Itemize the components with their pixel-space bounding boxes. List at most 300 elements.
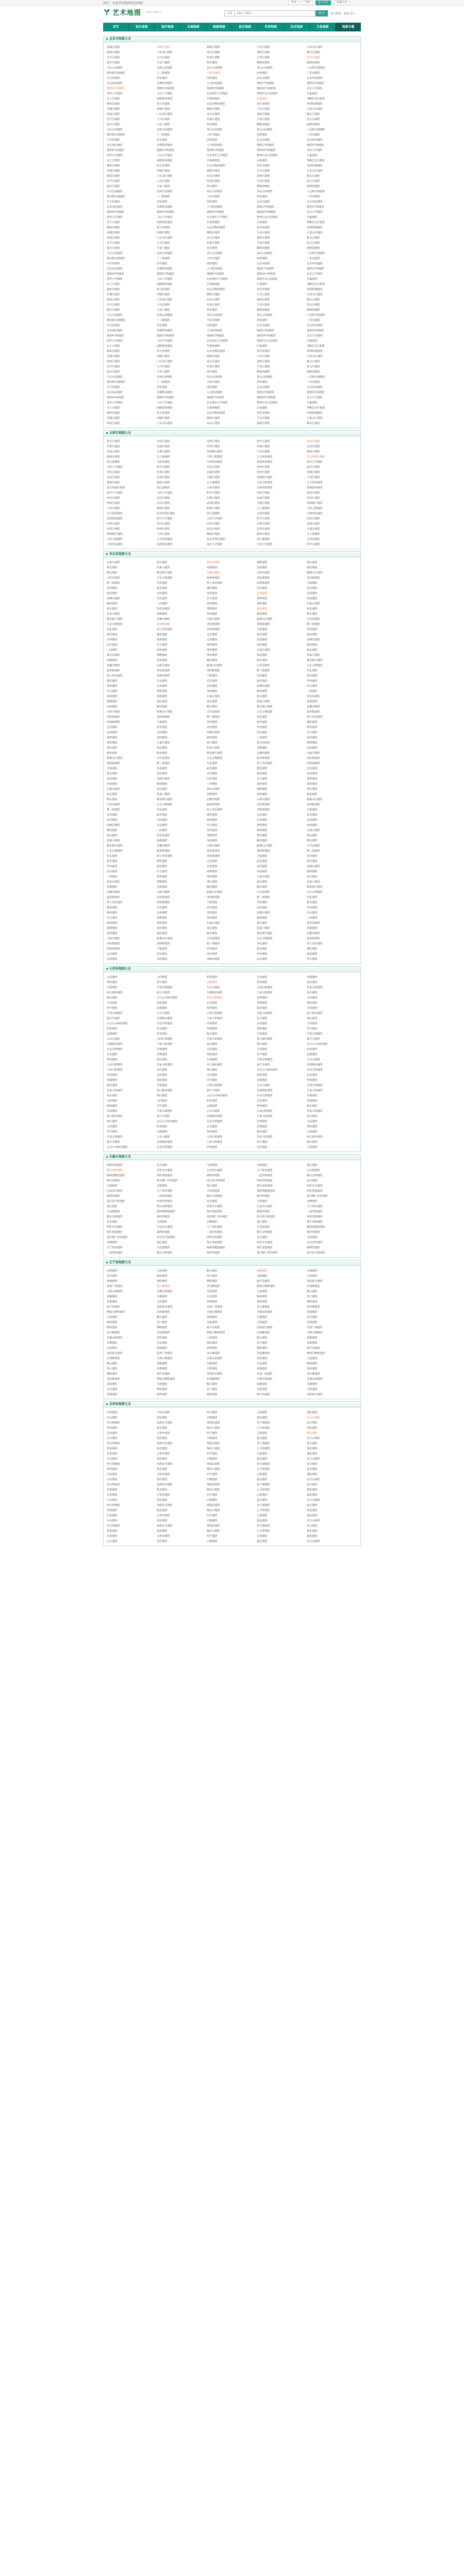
map-link[interactable] [157, 812, 207, 817]
map-link-title[interactable]: 北戴河地图 [307, 932, 320, 935]
map-link-title[interactable]: 顺义区地图 [307, 422, 320, 425]
map-link[interactable] [257, 802, 307, 807]
map-link-title[interactable]: 朝阳区地图 [207, 417, 220, 420]
map-link[interactable] [107, 189, 157, 194]
map-link[interactable] [257, 724, 307, 730]
map-link[interactable] [107, 1268, 157, 1273]
map-link-title[interactable]: 阿拉善盟地图 [307, 1190, 323, 1193]
map-link-title[interactable]: 晋中地图 [157, 1105, 168, 1108]
map-link[interactable] [157, 1026, 207, 1031]
map-link[interactable] [207, 328, 257, 333]
map-link-title[interactable]: 地铁2号线地图 [307, 329, 324, 332]
map-link-title[interactable]: 王府井地图 [207, 257, 220, 260]
map-link-title[interactable]: 延庆区地图 [107, 309, 120, 312]
map-link[interactable] [107, 632, 157, 637]
map-link-title[interactable]: 大兴区地图 [157, 242, 170, 245]
map-link[interactable] [307, 1144, 357, 1149]
map-link-title[interactable]: 环球影城地图 [307, 350, 323, 353]
map-link[interactable] [307, 930, 357, 936]
map-link-title[interactable]: 天津西站地图 [307, 512, 323, 515]
map-link-title[interactable]: 延吉地图 [307, 1504, 318, 1507]
map-link[interactable] [307, 606, 357, 611]
map-link[interactable] [207, 1178, 257, 1183]
map-link[interactable] [157, 60, 207, 65]
map-link-title[interactable]: 宁河区地图 [107, 507, 120, 510]
map-link[interactable] [257, 225, 307, 230]
map-link[interactable] [207, 626, 257, 632]
map-link-title[interactable]: 松原地图 [157, 1458, 168, 1461]
map-link[interactable] [207, 225, 257, 230]
map-link-title[interactable]: 壶口瀑布地图 [107, 991, 123, 994]
map-link[interactable] [107, 1289, 157, 1294]
map-link-title[interactable]: 望京地图 [157, 200, 168, 204]
map-link-title[interactable]: 朝阳地图 [157, 1326, 168, 1329]
map-link[interactable] [107, 286, 157, 292]
map-link[interactable] [157, 449, 207, 454]
map-link-title[interactable]: 沈阳地图 [307, 1311, 318, 1314]
map-link-title[interactable]: 坝上草原地图 [207, 582, 223, 585]
map-link-title[interactable]: 中关村地图 [107, 386, 120, 389]
map-link-title[interactable]: 呼和浩特地图 [307, 1215, 323, 1218]
map-link[interactable] [157, 384, 207, 389]
map-link-title[interactable]: 滦州地图 [307, 783, 318, 786]
map-link[interactable] [307, 449, 357, 454]
map-link[interactable] [207, 490, 257, 495]
map-link-title[interactable]: 悬空寺地图 [107, 1017, 120, 1020]
map-link-title[interactable]: 邯郸地图 [257, 561, 268, 564]
map-link[interactable] [257, 1198, 307, 1204]
map-link-title[interactable]: 兴城古城地图 [207, 1311, 223, 1314]
map-link-title[interactable]: 南开区地图 [107, 497, 120, 500]
map-link-title[interactable]: 太原地图 [157, 1074, 168, 1077]
map-link-title[interactable]: 白洋淀地图 [207, 710, 220, 714]
map-link[interactable] [257, 420, 307, 426]
map-link-title[interactable]: 悬空寺地图 [157, 991, 170, 994]
map-link-title[interactable]: 密云区地图 [307, 180, 320, 183]
map-link-title[interactable]: 霸州地图 [307, 643, 318, 647]
map-link-title[interactable]: 查干湖地图 [257, 1483, 270, 1486]
map-link-title[interactable]: 慕田峪长城地图 [107, 381, 125, 384]
map-link-title[interactable]: 阿拉善盟地图 [107, 1231, 123, 1234]
map-link[interactable] [157, 1523, 207, 1528]
map-link[interactable] [257, 261, 307, 266]
map-link[interactable] [257, 848, 307, 853]
map-link-title[interactable]: 红海滩地图 [207, 1378, 220, 1381]
map-link-title[interactable]: 门头沟区地图 [157, 236, 173, 240]
map-link[interactable] [207, 990, 257, 995]
map-link[interactable] [107, 276, 157, 281]
map-link[interactable] [157, 879, 207, 884]
map-link[interactable] [257, 1410, 307, 1415]
map-link[interactable] [207, 858, 257, 863]
map-link[interactable] [307, 1000, 357, 1005]
map-link[interactable] [257, 637, 307, 642]
map-link-title[interactable]: 保定地图 [307, 834, 318, 837]
map-link[interactable] [157, 480, 207, 485]
map-link-title[interactable]: 成吉思汗陵地图 [257, 1215, 275, 1218]
map-link-title[interactable]: 大连地图 [257, 1290, 268, 1293]
map-link-title[interactable]: 密云区地图 [307, 303, 320, 307]
map-link[interactable] [107, 444, 157, 449]
map-link-title[interactable]: 巴彦淖尔地图 [107, 1190, 123, 1193]
map-link[interactable] [207, 766, 257, 771]
map-link-title[interactable]: 本溪水洞地图 [107, 1336, 123, 1340]
map-link[interactable] [107, 853, 157, 858]
map-link[interactable] [257, 905, 307, 910]
map-link-title[interactable]: 八达岭长城地图 [307, 376, 325, 379]
map-link-title[interactable]: 中关村地图 [107, 262, 120, 265]
map-link-title[interactable]: 任丘地图 [107, 917, 118, 920]
map-link-title[interactable]: 地铁10号线地图 [257, 149, 276, 152]
map-link-title[interactable]: 山海关地图 [257, 798, 270, 801]
map-link-title[interactable]: 定州地图 [307, 772, 318, 775]
map-link-title[interactable]: 避暑山庄地图 [207, 664, 223, 667]
map-link[interactable] [157, 1392, 207, 1397]
map-link[interactable] [207, 683, 257, 688]
map-link[interactable] [107, 1062, 157, 1067]
map-link-title[interactable]: 承德地图 [207, 793, 218, 796]
map-link[interactable] [257, 1188, 307, 1193]
map-link[interactable] [157, 1129, 207, 1134]
map-link[interactable] [107, 1299, 157, 1304]
map-link[interactable] [107, 420, 157, 426]
map-link-title[interactable]: 沙河地图 [107, 865, 118, 868]
map-link-title[interactable]: 北戴河地图 [107, 664, 120, 667]
map-link-title[interactable]: 坝上草原地图 [107, 674, 123, 677]
map-link[interactable] [207, 995, 257, 1000]
map-link-title[interactable]: 怀柔区地图 [207, 242, 220, 245]
map-link-title[interactable]: 阳泉地图 [257, 1074, 268, 1077]
map-link-title[interactable]: 环球影城地图 [307, 226, 323, 229]
map-link[interactable] [157, 245, 207, 250]
map-link[interactable] [307, 516, 357, 521]
map-link[interactable] [107, 1477, 157, 1482]
map-link-title[interactable]: 晋州地图 [207, 721, 218, 724]
map-link[interactable] [107, 1471, 157, 1477]
map-link-title[interactable]: 白洋淀地图 [107, 577, 120, 580]
map-link-title[interactable]: 保定地图 [307, 607, 318, 611]
map-link-title[interactable]: 欢乐谷地图 [257, 288, 270, 291]
map-link[interactable] [107, 1088, 157, 1093]
map-link-title[interactable]: 北海公园地图 [157, 128, 173, 131]
map-link[interactable] [157, 683, 207, 688]
map-link-title[interactable]: 北京站地图 [257, 139, 270, 142]
map-link-title[interactable]: 欢乐谷地图 [257, 164, 270, 167]
map-link-title[interactable]: 和平区地图 [257, 517, 270, 520]
map-link-title[interactable]: 崇礼地图 [257, 942, 268, 945]
map-link[interactable] [207, 209, 257, 214]
map-link[interactable] [307, 1345, 357, 1350]
map-link-title[interactable]: 后海地图 [257, 97, 268, 100]
map-link[interactable] [157, 333, 207, 338]
map-link-title[interactable]: 密云区地图 [307, 56, 320, 59]
map-link[interactable] [207, 1224, 257, 1229]
map-link[interactable] [207, 616, 257, 621]
map-link[interactable] [307, 1273, 357, 1278]
map-link-title[interactable]: 平遥古城地图 [107, 1136, 123, 1139]
map-link-title[interactable]: 延庆区地图 [107, 370, 120, 374]
map-link-title[interactable]: 武清区地图 [257, 528, 270, 531]
map-link-title[interactable]: 丹东地图 [307, 1316, 318, 1319]
map-link-title[interactable]: 红海滩地图 [107, 1357, 120, 1360]
map-link-title[interactable]: 辽源地图 [257, 1535, 268, 1538]
map-link-title[interactable]: 满洲里地图 [157, 1231, 170, 1234]
map-link[interactable] [207, 936, 257, 941]
map-link[interactable] [207, 575, 257, 580]
map-link-title[interactable]: 天坛公园地图 [107, 190, 123, 193]
map-link[interactable] [157, 235, 207, 240]
map-link-title[interactable]: 平遥古城地图 [307, 1032, 323, 1036]
map-link-title[interactable]: 天安门地图 [157, 123, 170, 126]
map-link[interactable] [107, 786, 157, 791]
map-link[interactable] [257, 1294, 307, 1299]
map-link-title[interactable]: 北京大学地图 [307, 334, 323, 337]
map-link[interactable] [107, 116, 157, 122]
map-link[interactable] [257, 1005, 307, 1010]
map-link-title[interactable]: 松原地图 [157, 1416, 168, 1419]
map-link-title[interactable]: 希拉穆仁草原地图 [307, 1195, 328, 1198]
map-link[interactable] [257, 974, 307, 979]
map-link-title[interactable]: 响沙湾地图 [307, 1231, 320, 1234]
map-link-title[interactable]: 高碑店地图 [207, 958, 220, 961]
map-link[interactable] [307, 740, 357, 745]
map-link[interactable] [107, 956, 157, 961]
map-link-title[interactable]: 太原地图 [257, 1146, 268, 1149]
map-link[interactable] [157, 312, 207, 317]
map-link[interactable] [157, 464, 207, 469]
map-link[interactable] [257, 990, 307, 995]
map-link[interactable] [257, 560, 307, 565]
map-link-title[interactable]: 乌海地图 [107, 1184, 118, 1188]
map-link-title[interactable]: 圆明园地图 [307, 370, 320, 374]
map-link-title[interactable]: 敦化地图 [307, 1468, 318, 1471]
map-link-title[interactable]: 意式风情区地图 [307, 455, 325, 459]
map-link[interactable] [157, 1209, 207, 1214]
map-link[interactable] [257, 719, 307, 724]
map-link-title[interactable]: 忻州地图 [207, 1007, 218, 1010]
map-link[interactable] [257, 735, 307, 740]
map-link[interactable] [157, 459, 207, 464]
map-link[interactable] [257, 338, 307, 343]
map-link-title[interactable]: 南宫地图 [207, 953, 218, 956]
map-link[interactable] [107, 915, 157, 920]
map-link-title[interactable]: 葫芦岛地图 [257, 1393, 270, 1396]
map-link[interactable] [257, 348, 307, 353]
map-link[interactable] [157, 776, 207, 781]
map-link-title[interactable]: 巴彦淖尔地图 [157, 1226, 173, 1229]
map-link[interactable] [107, 1446, 157, 1451]
map-link[interactable] [107, 1093, 157, 1098]
map-link-title[interactable]: 朔州地图 [107, 1105, 118, 1108]
map-link[interactable] [207, 663, 257, 668]
map-link[interactable] [207, 495, 257, 500]
map-link-title[interactable]: 红桥区地图 [107, 445, 120, 448]
map-link-title[interactable]: 响沙湾地图 [107, 1179, 120, 1182]
map-link-title[interactable]: 武安地图 [107, 772, 118, 775]
map-link-title[interactable]: 铁岭地图 [207, 1347, 218, 1350]
map-link-title[interactable]: 延边地图 [257, 1437, 268, 1440]
map-link[interactable] [257, 626, 307, 632]
map-link[interactable] [157, 469, 207, 474]
map-link[interactable] [157, 796, 207, 802]
map-link[interactable] [307, 55, 357, 60]
map-link-title[interactable]: 崇礼地图 [107, 855, 118, 858]
map-link-title[interactable]: 石景山区地图 [307, 293, 323, 296]
map-link[interactable] [107, 281, 157, 286]
map-link[interactable] [257, 807, 307, 812]
map-link[interactable] [257, 1456, 307, 1461]
map-link[interactable] [157, 1294, 207, 1299]
map-link-title[interactable]: 天安门地图 [157, 309, 170, 312]
map-link[interactable] [307, 1229, 357, 1234]
map-link[interactable] [107, 86, 157, 91]
map-link-title[interactable]: 南开区地图 [257, 440, 270, 443]
map-link-title[interactable]: 白山地图 [107, 1458, 118, 1461]
map-link-title[interactable]: 清东陵地图 [157, 669, 170, 672]
map-link-title[interactable]: 西柏坡地图 [207, 628, 220, 631]
map-link-title[interactable]: 乌兰察布地图 [207, 1226, 223, 1229]
map-link[interactable] [107, 209, 157, 214]
map-link[interactable] [307, 647, 357, 652]
map-link-title[interactable]: 抚顺地图 [257, 1383, 268, 1386]
map-link[interactable] [257, 281, 307, 286]
map-link[interactable] [307, 632, 357, 637]
map-link[interactable] [207, 1471, 257, 1477]
map-link[interactable] [107, 560, 157, 565]
map-link-title[interactable]: 香山公园地图 [257, 128, 273, 131]
map-link[interactable] [207, 1446, 257, 1451]
map-link-title[interactable]: 朝阳区地图 [207, 108, 220, 111]
map-link-title[interactable]: 唐山地图 [107, 834, 118, 837]
map-link-title[interactable]: 大同地图 [307, 1022, 318, 1025]
map-link[interactable] [157, 531, 207, 536]
map-link-title[interactable]: 包头地图 [257, 1236, 268, 1239]
map-link-title[interactable]: 鄂尔多斯地图 [157, 1205, 173, 1208]
map-link[interactable] [257, 1129, 307, 1134]
map-link[interactable] [107, 601, 157, 606]
map-link[interactable] [157, 570, 207, 575]
map-link[interactable] [157, 323, 207, 328]
map-link[interactable] [307, 75, 357, 80]
map-link[interactable] [107, 292, 157, 297]
map-link[interactable] [207, 956, 257, 961]
map-link[interactable] [307, 979, 357, 985]
map-link-title[interactable]: 环球影城地图 [307, 103, 323, 106]
map-link[interactable] [207, 1361, 257, 1366]
map-link[interactable] [107, 1214, 157, 1219]
map-link[interactable] [207, 1345, 257, 1350]
map-link-title[interactable]: 大兴区地图 [157, 303, 170, 307]
map-link-title[interactable]: 朝阳地图 [107, 1372, 118, 1376]
map-link-title[interactable]: 涿州地图 [307, 953, 318, 956]
map-link[interactable] [157, 1410, 207, 1415]
map-link[interactable] [107, 1015, 157, 1021]
map-link[interactable] [307, 405, 357, 410]
map-link-title[interactable]: 通州区地图 [257, 360, 270, 363]
map-link[interactable] [307, 1361, 357, 1366]
map-link[interactable] [157, 364, 207, 369]
map-link[interactable] [257, 490, 307, 495]
map-link[interactable] [257, 292, 307, 297]
map-link-title[interactable]: 白城地图 [207, 1499, 218, 1502]
map-link-title[interactable]: 后海地图 [257, 221, 268, 224]
map-link[interactable] [307, 570, 357, 575]
map-link[interactable] [107, 838, 157, 843]
map-link-title[interactable]: 香山公园地图 [257, 190, 273, 193]
map-link[interactable] [307, 245, 357, 250]
map-link[interactable] [207, 1052, 257, 1057]
map-link[interactable] [107, 652, 157, 657]
map-link-title[interactable]: 松原地图 [157, 1437, 168, 1440]
map-link-title[interactable]: 定州地图 [257, 819, 268, 822]
map-link-title[interactable]: 任丘地图 [157, 870, 168, 873]
map-link[interactable] [207, 1173, 257, 1178]
map-link-title[interactable]: 沈阳故宫地图 [307, 1393, 323, 1396]
map-link-title[interactable]: 朔州地图 [307, 1002, 318, 1005]
map-link-title[interactable]: 坝上草原地图 [157, 855, 173, 858]
map-link-title[interactable]: 房山区地图 [207, 360, 220, 363]
map-link[interactable] [257, 80, 307, 86]
map-link[interactable] [107, 312, 157, 317]
map-link[interactable] [107, 1057, 157, 1062]
map-link[interactable] [257, 985, 307, 990]
map-link-title[interactable]: 五台山地图 [157, 1012, 170, 1015]
map-link-title[interactable]: 山海关地图 [307, 752, 320, 755]
map-link[interactable] [157, 415, 207, 420]
map-link-title[interactable]: 云冈石窟地图 [257, 1110, 273, 1113]
map-link[interactable] [107, 338, 157, 343]
map-link-title[interactable]: 衡水地图 [207, 705, 218, 708]
map-link[interactable] [207, 1299, 257, 1304]
map-link[interactable] [257, 328, 307, 333]
map-link[interactable] [207, 1250, 257, 1255]
map-link-title[interactable]: 丰台区地图 [257, 46, 270, 49]
map-link[interactable] [207, 343, 257, 348]
map-link-title[interactable]: 西柏坡地图 [207, 855, 220, 858]
map-link-title[interactable]: 黄骅地图 [257, 824, 268, 827]
map-link[interactable] [157, 657, 207, 663]
map-link-title[interactable]: 沙河地图 [257, 953, 268, 956]
map-link[interactable] [157, 541, 207, 547]
map-link[interactable] [307, 225, 357, 230]
map-link[interactable] [207, 250, 257, 256]
map-link-title[interactable]: 长治地图 [257, 1099, 268, 1103]
map-link-title[interactable]: 沧州地图 [207, 839, 218, 842]
map-link-title[interactable]: 应县木塔地图 [107, 1048, 123, 1051]
map-link-title[interactable]: 恒山地图 [107, 1094, 118, 1097]
map-link-title[interactable]: 邯郸地图 [207, 834, 218, 837]
map-link-title[interactable]: 松原地图 [157, 1540, 168, 1543]
map-link[interactable] [307, 1430, 357, 1435]
map-link-title[interactable]: 地铁1号线地图 [257, 82, 274, 85]
map-link[interactable] [157, 307, 207, 312]
map-link-title[interactable]: 河间地图 [307, 597, 318, 600]
map-link-title[interactable]: 西城区地图 [157, 293, 170, 296]
map-link-title[interactable]: 兴安盟地图 [307, 1169, 320, 1172]
map-link[interactable] [157, 766, 207, 771]
map-link[interactable] [157, 1355, 207, 1361]
map-link-title[interactable]: 晋中地图 [207, 1079, 218, 1082]
map-link[interactable] [307, 86, 357, 91]
map-link[interactable] [157, 740, 207, 745]
map-link[interactable] [107, 1386, 157, 1392]
map-link-title[interactable]: 怀柔区地图 [207, 365, 220, 368]
map-link-title[interactable]: 珲春地图 [107, 1427, 118, 1430]
map-link-title[interactable]: 廊坊地图 [257, 839, 268, 842]
map-link[interactable] [107, 637, 157, 642]
map-link[interactable] [157, 1507, 207, 1513]
map-link[interactable] [257, 65, 307, 70]
